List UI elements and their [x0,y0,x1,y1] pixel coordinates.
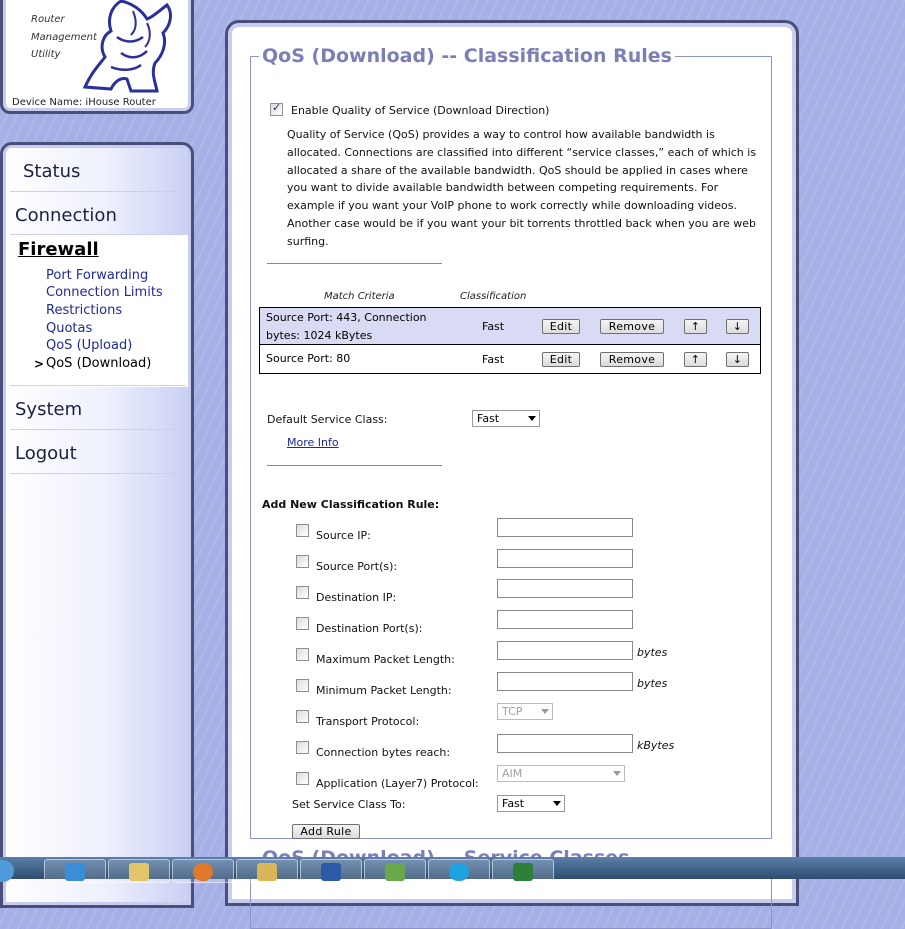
move-down-button[interactable]: ↓ [726,319,749,334]
destination-ports-input[interactable] [497,610,633,629]
set-class-select[interactable] [497,795,565,812]
max-packet-length-checkbox[interactable] [296,648,309,661]
default-class-label: Default Service Class: [267,413,388,426]
remove-rule-button[interactable]: Remove [600,319,664,334]
transport-protocol-checkbox[interactable] [296,710,309,723]
layer7-protocol-select[interactable] [497,765,625,782]
taskbar-button[interactable] [364,859,426,883]
nav-firewall[interactable]: Firewall [18,239,99,260]
connection-bytes-input[interactable] [497,734,633,753]
nav-connection[interactable]: Connection [15,205,117,226]
gargoyle-logo-icon [81,0,175,93]
source-ports-input[interactable] [497,549,633,568]
description-line: Quality of Service (QoS) provides a way to control how available bandwidth is [287,128,715,141]
sidebar-nav [0,142,194,908]
main-content [225,20,799,906]
nav-logout[interactable]: Logout [15,443,77,464]
destination-ports-checkbox[interactable] [296,617,309,630]
logo-panel [0,0,194,114]
source-ports-label: Source Port(s): [316,560,398,573]
skype-icon [449,863,469,881]
rule-criteria [266,309,427,345]
taskbar-button[interactable] [236,859,298,883]
nav-qos-download[interactable]: QoS (Download) [46,356,152,371]
rule-criteria [266,350,350,368]
layer7-protocol-checkbox[interactable] [296,772,309,785]
nav-divider [10,429,186,430]
chevron-down-icon [528,416,536,421]
transport-protocol-value: TCP [502,705,523,718]
divider [267,465,442,466]
taskbar [0,857,905,879]
move-up-button[interactable]: ↑ [684,319,707,334]
destination-ip-checkbox[interactable] [296,586,309,599]
default-class-select[interactable] [472,410,540,427]
firefox-icon [193,863,213,881]
taskbar-button[interactable] [428,859,490,883]
max-packet-length-unit: bytes [637,646,668,659]
taskbar-button[interactable] [172,859,234,883]
taskbar-button[interactable] [300,859,362,883]
nav-port-forwarding[interactable]: Port Forwarding [46,268,149,283]
source-ip-checkbox[interactable] [296,524,309,537]
criteria-line: Source Port: 80 [266,352,351,365]
header-classification: Classification [460,291,527,302]
source-ip-input[interactable] [497,518,633,537]
remove-rule-button[interactable]: Remove [600,352,664,367]
classification-rules-fieldset [250,45,772,839]
nav-quotas[interactable]: Quotas [46,321,93,336]
table-row [259,344,761,374]
move-down-button[interactable]: ↓ [726,352,749,367]
connection-bytes-label: Connection bytes reach: [316,746,451,759]
set-class-label: Set Service Class To: [292,798,406,811]
source-ports-checkbox[interactable] [296,555,309,568]
min-packet-length-unit: bytes [637,677,668,690]
rule-classification: Fast [482,320,505,333]
device-name-label: Device Name: iHouse Router [12,97,156,108]
min-packet-length-label: Minimum Packet Length: [316,684,452,697]
nav-restrictions[interactable]: Restrictions [46,303,123,318]
description-line: allocated. Connections are classified into different “service classes,” each of which is [287,145,757,159]
nav-divider [10,191,186,192]
chevron-down-icon [553,801,561,806]
add-rule-button[interactable]: Add Rule [292,824,360,839]
table-row [259,307,761,345]
move-up-button[interactable]: ↑ [684,352,707,367]
nav-system[interactable]: System [15,399,83,420]
divider [267,263,442,264]
destination-ports-label: Destination Port(s): [316,622,423,635]
max-packet-length-label: Maximum Packet Length: [316,653,455,666]
nav-qos-upload[interactable]: QoS (Upload) [46,338,133,353]
logo-line: Management [31,31,97,43]
qos-description [287,126,767,251]
section-title: QoS (Download) -- Classification Rules [262,45,672,67]
more-info-link[interactable]: More Info [287,436,339,449]
destination-ip-label: Destination IP: [316,591,397,604]
taskbar-button[interactable] [44,859,106,883]
current-page-marker: > [34,357,45,371]
chevron-down-icon [541,709,549,714]
word-icon [321,863,341,881]
nav-connection-limits[interactable]: Connection Limits [46,285,163,300]
folder-icon [129,863,149,881]
browser-icon [65,863,85,881]
criteria-line: bytes: 1024 kBytes [266,329,373,342]
logo-line: Router [31,14,65,25]
nav-divider [10,385,186,386]
description-line: surfing. [287,234,329,248]
description-line: you want to divide available bandwidth between competing requirements. For [287,181,719,195]
edit-rule-button[interactable]: Edit [542,319,580,334]
nav-divider [10,473,186,474]
criteria-line: Source Port: 443, Connection [266,311,427,324]
layer7-protocol-value: AIM [502,767,523,780]
taskbar-button[interactable] [492,859,554,883]
min-packet-length-checkbox[interactable] [296,679,309,692]
rule-classification: Fast [482,353,505,366]
set-class-value: Fast [502,797,525,810]
enable-qos-label: Enable Quality of Service (Download Direction) [291,104,550,117]
description-line: allocated a share of the available bandwidth. QoS should be applied in cases where [287,163,748,177]
min-packet-length-input[interactable] [497,672,633,691]
transport-protocol-select[interactable] [497,703,553,720]
nav-status[interactable]: Status [23,161,81,182]
nav-firewall-section [6,235,188,387]
enable-qos-checkbox[interactable] [270,103,283,116]
edit-rule-button[interactable]: Edit [542,352,580,367]
add-rule-title: Add New Classification Rule: [262,498,440,511]
connection-bytes-unit: kBytes [637,739,675,752]
source-ip-label: Source IP: [316,529,371,542]
destination-ip-input[interactable] [497,579,633,598]
layer7-protocol-label: Application (Layer7) Protocol: [316,777,479,790]
app-icon [385,863,405,881]
default-class-value: Fast [477,412,500,425]
description-line: Another case would be if you want your bit torrents throttled back when you are web [287,216,757,230]
chevron-down-icon [613,771,621,776]
header-match-criteria: Match Criteria [324,291,395,302]
mail-icon [257,863,277,881]
logo-line: Utility [31,49,61,60]
transport-protocol-label: Transport Protocol: [316,715,420,728]
excel-icon [513,863,533,881]
description-line: example if you want your VoIP phone to work correctly while downloading videos. [287,199,737,213]
max-packet-length-input[interactable] [497,641,633,660]
taskbar-button[interactable] [108,859,170,883]
connection-bytes-checkbox[interactable] [296,741,309,754]
